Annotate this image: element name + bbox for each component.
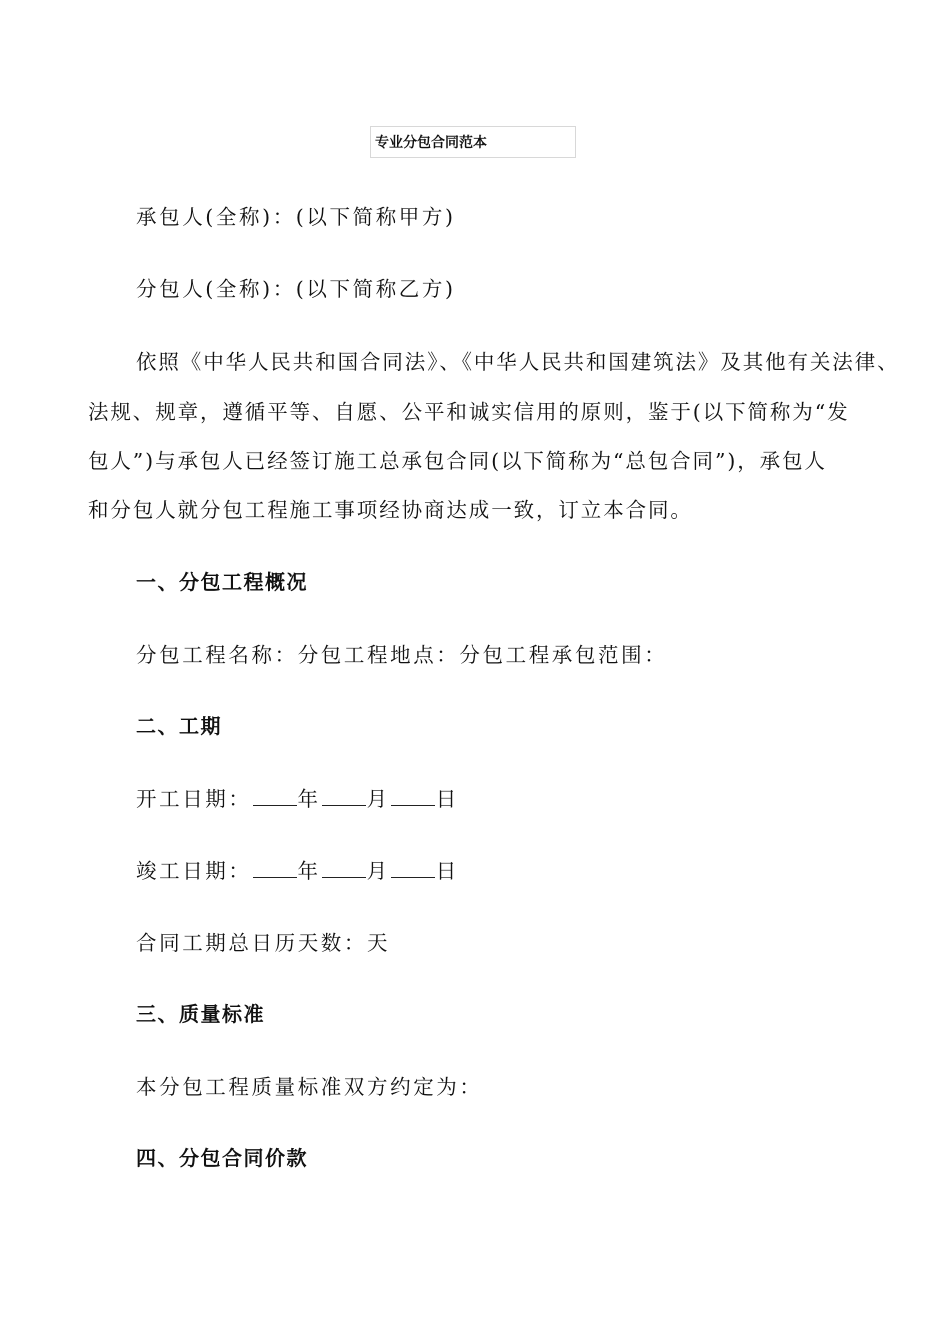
start-year-blank	[253, 785, 297, 806]
section-4-heading: 四、分包合同价款	[136, 1146, 308, 1170]
start-date-line	[136, 782, 459, 812]
end-date-label: 竣工日期：	[136, 859, 252, 883]
start-year-unit: 年	[297, 787, 321, 811]
preamble-line-3: 包人”)与承包人已经签订施工总承包合同(以下简称为“总包合同”)，承包人	[88, 449, 827, 473]
subcontractor-line: 分包人(全称)：(以下简称乙方)	[136, 277, 456, 301]
section-1-heading: 一、分包工程概况	[136, 570, 308, 594]
start-month-unit: 月	[366, 787, 390, 811]
total-days-line: 合同工期总日历天数：天	[136, 931, 391, 955]
end-day-blank	[391, 857, 435, 878]
section-3-text: 本分包工程质量标准双方约定为：	[136, 1075, 483, 1099]
end-month-unit: 月	[366, 859, 390, 883]
preamble-line-2: 法规、规章，遵循平等、自愿、公平和诚实信用的原则，鉴于(以下简称为“发	[88, 400, 850, 424]
preamble-line-4: 和分包人就分包工程施工事项经协商达成一致，订立本合同。	[88, 498, 693, 522]
end-date-line	[136, 854, 459, 884]
section-1-text: 分包工程名称：分包工程地点：分包工程承包范围：	[136, 643, 668, 667]
contractor-line: 承包人(全称)：(以下简称甲方)	[136, 205, 456, 229]
end-year-unit: 年	[297, 859, 321, 883]
preamble-line-1: 依照《中华人民共和国合同法》、《中华人民共和国建筑法》及其他有关法律、	[136, 350, 900, 374]
start-day-unit: 日	[435, 787, 459, 811]
end-year-blank	[253, 857, 297, 878]
end-month-blank	[322, 857, 366, 878]
end-day-unit: 日	[435, 859, 459, 883]
section-3-heading: 三、质量标准	[136, 1002, 265, 1026]
start-date-label: 开工日期：	[136, 787, 252, 811]
start-day-blank	[391, 785, 435, 806]
document-title: 专业分包合同范本	[370, 126, 576, 158]
section-2-heading: 二、工期	[136, 714, 222, 738]
start-month-blank	[322, 785, 366, 806]
